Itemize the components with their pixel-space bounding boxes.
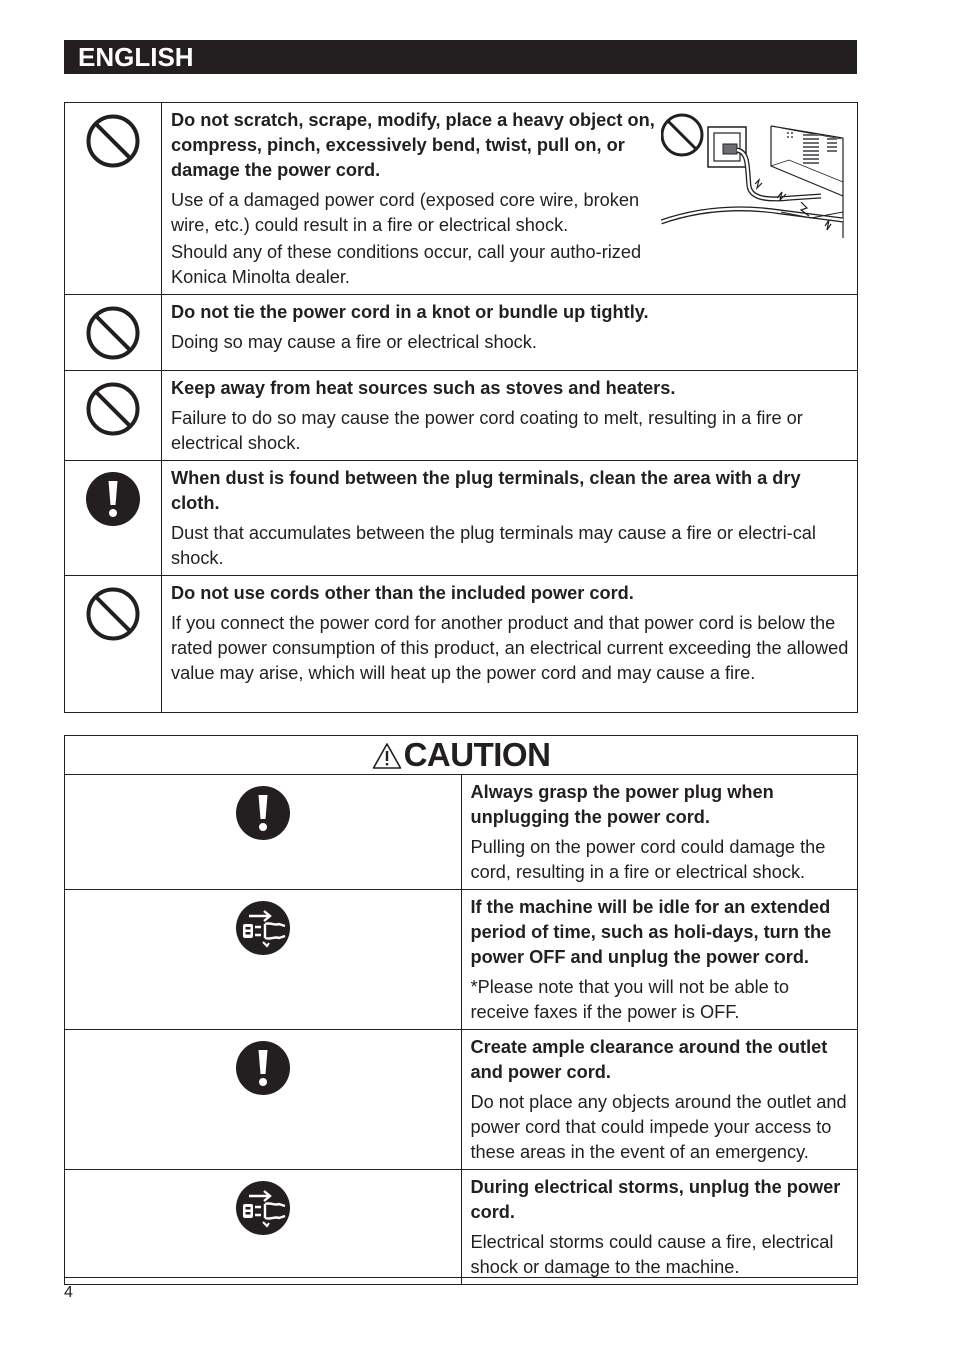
caution-heading: If the machine will be idle for an extended period of time, such as holi-days, turn the power OFF and unplug the power cord.	[470, 897, 832, 967]
caution-body: Electrical storms could cause a fire, electrical shock or damage to the machine.	[470, 1232, 834, 1277]
icon-cell	[65, 890, 462, 1030]
warning-triangle-icon	[372, 742, 402, 770]
prohibition-icon	[85, 586, 141, 642]
warning-table	[64, 102, 858, 713]
mandatory-icon	[85, 471, 141, 527]
icon-cell	[65, 371, 162, 461]
text-cell	[162, 576, 858, 713]
warning-body: Dust that accumulates between the plug terminals may cause a fire or electri-cal shock.	[171, 523, 816, 568]
text-cell	[162, 103, 858, 295]
warning-body: Failure to do so may cause the power cord coating to melt, resulting in a fire or electrical shock.	[171, 408, 803, 453]
icon-cell	[65, 576, 162, 713]
warning-heading: Keep away from heat sources such as stoves and heaters.	[171, 378, 676, 398]
caution-heading: Always grasp the power plug when unplugging the power cord.	[470, 782, 774, 827]
text-cell	[162, 371, 858, 461]
mandatory-icon	[235, 1040, 291, 1096]
warning-heading: When dust is found between the plug terminals, clean the area with a dry cloth.	[171, 468, 801, 513]
icon-cell	[65, 1170, 462, 1285]
warning-body: Use of a damaged power cord (exposed core wire, broken wire, etc.) could result in a fire or electrical shock.	[171, 190, 640, 235]
caution-title-row	[65, 736, 858, 775]
text-cell	[461, 775, 858, 890]
warning-row	[65, 461, 858, 576]
warning-body: Doing so may cause a fire or electrical shock.	[171, 332, 537, 352]
prohibition-icon	[85, 113, 141, 169]
prohibition-icon	[85, 305, 141, 361]
text-cell	[461, 890, 858, 1030]
warning-heading: Do not tie the power cord in a knot or bundle up tightly.	[171, 302, 649, 322]
warning-body: If you connect the power cord for another product and that power cord is below the rated power consumption of this product, an electrical current exceeding the allowed value may arise, which will heat up the power cord and may cause a fire.	[171, 613, 849, 683]
page-number: 4	[64, 1284, 73, 1301]
caution-table	[64, 735, 858, 1285]
caution-row	[65, 775, 858, 890]
damaged-cord-illustration	[661, 108, 849, 290]
icon-cell	[65, 103, 162, 295]
footer-divider	[64, 1277, 858, 1278]
caution-title	[65, 736, 858, 775]
warning-row	[65, 576, 858, 713]
caution-body: Pulling on the power cord could damage the cord, resulting in a fire or electrical shock.	[470, 837, 826, 882]
text-cell	[162, 295, 858, 371]
caution-row	[65, 1030, 858, 1170]
damaged-cord-illustration-icon	[661, 108, 849, 238]
icon-cell	[65, 461, 162, 576]
text-cell	[162, 461, 858, 576]
caution-row	[65, 890, 858, 1030]
prohibition-icon	[85, 381, 141, 437]
unplug-icon	[235, 1180, 291, 1236]
unplug-icon	[235, 900, 291, 956]
caution-body: Do not place any objects around the outlet and power cord that could impede your access to these areas in the event of an emergency.	[470, 1092, 847, 1162]
text-cell	[461, 1030, 858, 1170]
icon-cell	[65, 295, 162, 371]
text-cell	[461, 1170, 858, 1285]
warning-row	[65, 371, 858, 461]
caution-heading: Create ample clearance around the outlet and power cord.	[470, 1037, 828, 1082]
icon-cell	[65, 1030, 462, 1170]
caution-row	[65, 1170, 858, 1285]
caution-body: *Please note that you will not be able to receive faxes if the power is OFF.	[470, 977, 789, 1022]
warning-body: Should any of these conditions occur, call your autho-rized Konica Minolta dealer.	[171, 242, 642, 287]
warning-row	[65, 103, 858, 295]
warning-heading: Do not use cords other than the included power cord.	[171, 583, 634, 603]
language-header: ENGLISH	[64, 40, 857, 74]
caution-title-text: CAUTION	[403, 736, 551, 773]
icon-cell	[65, 775, 462, 890]
warning-row	[65, 295, 858, 371]
warning-heading: Do not scratch, scrape, modify, place a heavy object on, compress, pinch, excessively bend, twist, pull on, or damage the power cord.	[171, 110, 655, 180]
mandatory-icon	[235, 785, 291, 841]
caution-heading: During electrical storms, unplug the power cord.	[470, 1177, 841, 1222]
